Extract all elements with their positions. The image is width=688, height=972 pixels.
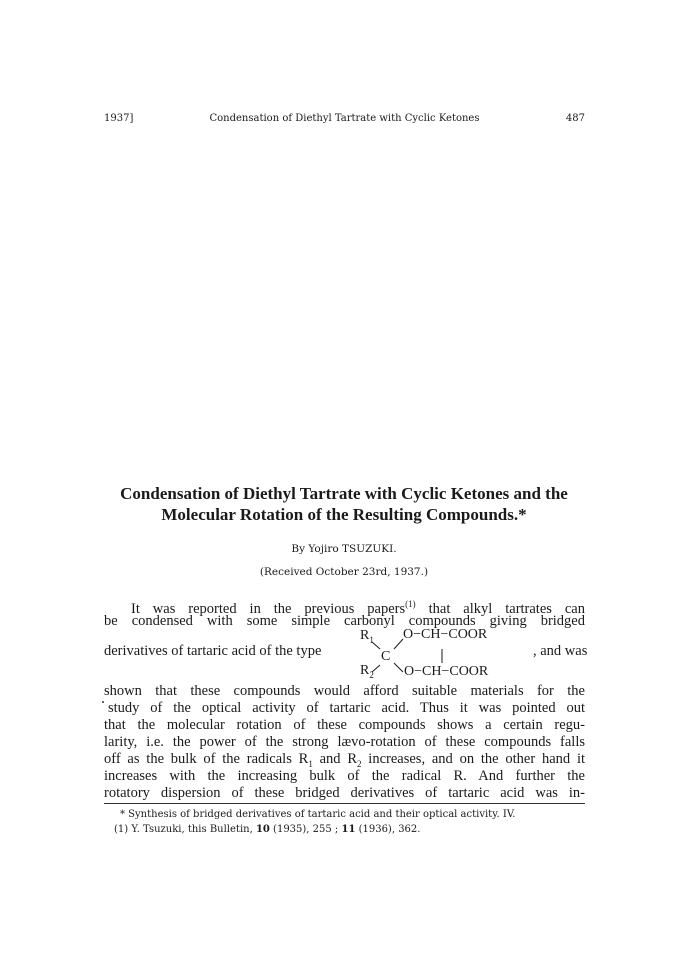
running-header: [104, 113, 585, 127]
header-running-title: Condensation of Diethyl Tartrate with Cyclic Ketones: [209, 113, 480, 124]
body-text: It was reported in the previous papers: [131, 600, 406, 617]
footnote-star: * Synthesis of bridged derivatives of tartaric acid and their optical activity. IV.: [120, 809, 516, 820]
reference-marker: (1): [405, 599, 416, 609]
article-title-line-2: Molecular Rotation of the Resulting Compounds.*: [161, 505, 527, 524]
body-text: increases, and on the other hand it: [361, 751, 585, 767]
bridged-derivative-formula: [346, 627, 526, 679]
author-line: By Yojiro TSUZUKI.: [291, 543, 397, 555]
article-title-line-1: Condensation of Diethyl Tartrate with Cyclic Ketones and the: [120, 484, 568, 503]
body-line-6: that the molecular rotation of these compounds shows a certain regu-: [104, 717, 585, 733]
body-line-7: larity, i.e. the power of the strong lævo-rotation of these compounds falls: [104, 734, 585, 750]
received-date: (Received October 23rd, 1937.): [259, 566, 429, 578]
footnote-text: (1935), 255 ;: [269, 824, 342, 835]
formula-bottom-group: O−CH−COOR: [404, 664, 489, 679]
subscript: 1: [308, 758, 313, 769]
body-line-3-end: , and was: [533, 643, 588, 659]
footnote-text: (1936), 362.: [355, 824, 421, 835]
body-line-5: study of the optical activity of tartaric acid. Thus it was pointed out: [108, 700, 585, 716]
volume-number: 11: [341, 824, 356, 835]
formula-carbon: C: [381, 649, 391, 664]
margin-dot: [102, 701, 104, 703]
body-line-2: be condensed with some simple carbonyl compounds giving bridged: [104, 613, 585, 629]
body-line-3: derivatives of tartaric acid of the type: [104, 643, 322, 659]
formula-r2: $R_2$: [360, 663, 374, 680]
footnote-text: (1) Y. Tsuzuki, this Bulletin,: [114, 824, 256, 835]
header-page-number: 487: [565, 113, 585, 124]
article-title: [80, 483, 608, 525]
body-line-4: shown that these compounds would afford suitable materials for the: [104, 683, 585, 699]
body-text: off as the bulk of the radicals R: [104, 751, 309, 767]
body-line-9: increases with the increasing bulk of the radical R. And further the: [104, 768, 585, 784]
body-text: and R: [312, 751, 358, 767]
body-line-10: rotatory dispersion of these bridged derivatives of tartaric acid was in-: [104, 785, 585, 801]
footnote-rule: [104, 803, 585, 804]
volume-number: 10: [255, 824, 270, 835]
formula-top-group: O−CH−COOR: [403, 627, 488, 642]
header-year: 1937]: [104, 113, 134, 124]
formula-r1: $R_1$: [360, 628, 374, 645]
body-text: that alkyl tartrates can: [415, 600, 585, 617]
footnote-ref-1: [114, 824, 420, 836]
subscript: 2: [357, 758, 362, 769]
